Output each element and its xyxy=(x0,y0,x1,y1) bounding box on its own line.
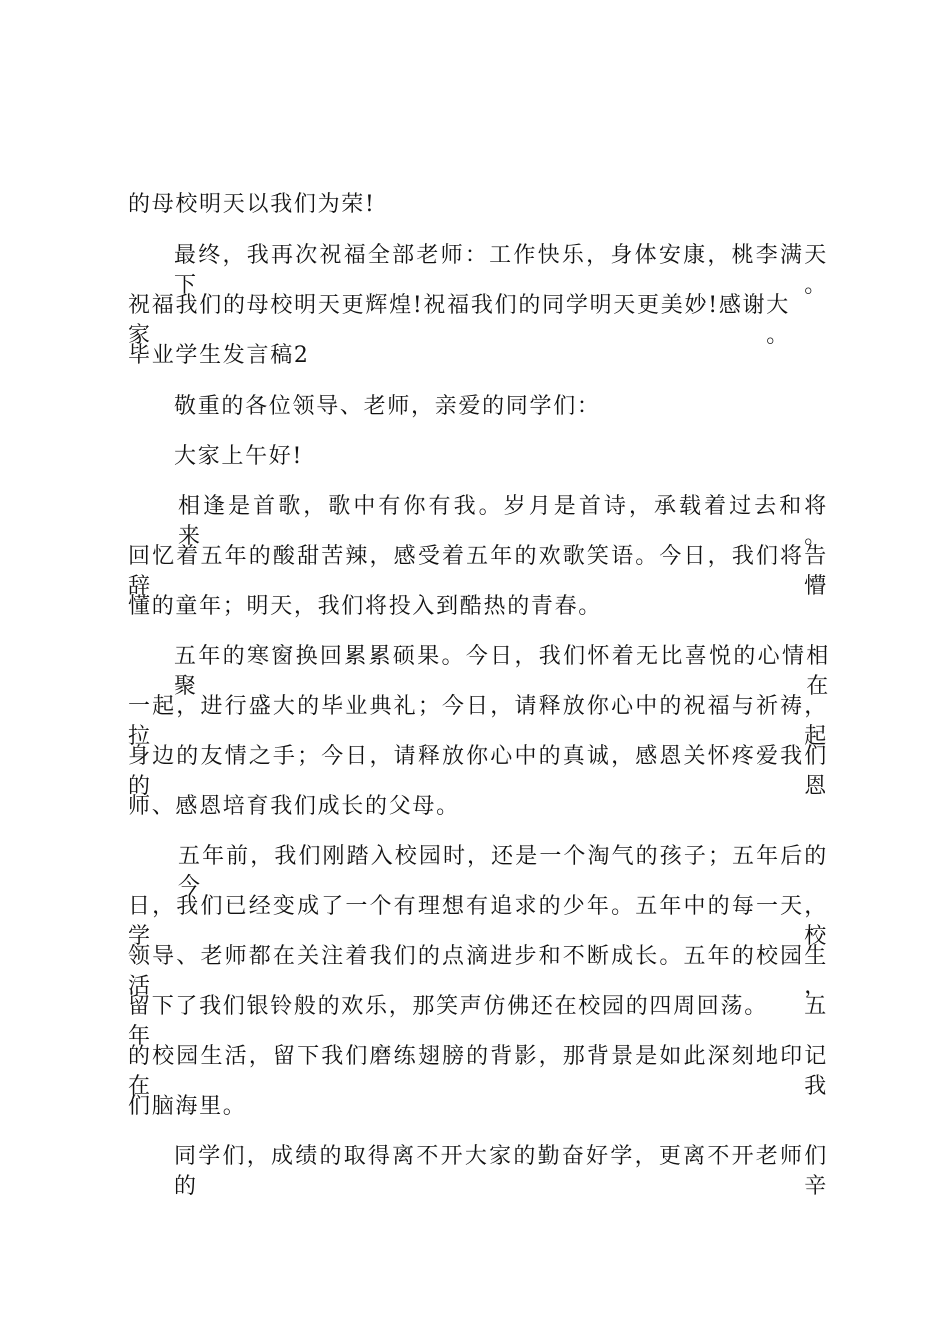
text-line: 最终，我再次祝福全部老师：工作快乐，身体安康，桃李满天下。 xyxy=(174,243,828,298)
text-line: 祝福我们的母校明天更辉煌!祝福我们的同学明天更美妙!感谢大家。 xyxy=(128,293,790,348)
text-line: 身边的友情之手；今日，请释放你心中的真诚，感恩关怀疼爱我们的恩 xyxy=(128,744,828,799)
text-line: 留下了我们银铃般的欢乐，那笑声仿佛还在校园的四周回荡。 五年 xyxy=(128,994,829,1049)
text-line: 回忆着五年的酸甜苦辣，感受着五年的欢歌笑语。今日，我们将告辞懵 xyxy=(128,544,828,599)
text-line: 师、感恩培育我们成长的父母。 xyxy=(128,794,460,819)
text-line: 领导、老师都在关注着我们的点滴进步和不断成长。五年的校园生活， xyxy=(128,944,828,999)
salutation: 敬重的各位领导、老师，亲爱的同学们： xyxy=(174,394,601,419)
section-heading: 毕业学生发言稿2 xyxy=(128,343,310,368)
text-line: 一起，进行盛大的毕业典礼；今日，请释放你心中的祝福与祈祷，拉起 xyxy=(128,694,828,749)
text-line: 日，我们已经变成了一个有理想有追求的少年。五年中的每一天，学校 xyxy=(128,894,828,949)
text-line: 同学们，成绩的取得离不开大家的勤奋好学，更离不开老师们的辛 xyxy=(174,1144,828,1199)
text-line: 的母校明天以我们为荣! xyxy=(128,192,376,217)
text-line: 五年的寒窗换回累累硕果。今日，我们怀着无比喜悦的心情相聚在 xyxy=(174,644,830,699)
text-line: 的校园生活，留下我们磨练翅膀的背影，那背景是如此深刻地印记在我 xyxy=(128,1044,828,1099)
text-line: 懂的童年；明天，我们将投入到酷热的青春。 xyxy=(128,594,603,619)
text-line: 五年前，我们刚踏入校园时，还是一个淘气的孩子；五年后的今 xyxy=(178,844,828,899)
greeting: 大家上午好! xyxy=(174,444,304,469)
text-line: 们脑海里。 xyxy=(128,1094,247,1119)
text-line: 相逢是首歌，歌中有你有我。岁月是首诗，承载着过去和将来。 xyxy=(178,494,828,549)
